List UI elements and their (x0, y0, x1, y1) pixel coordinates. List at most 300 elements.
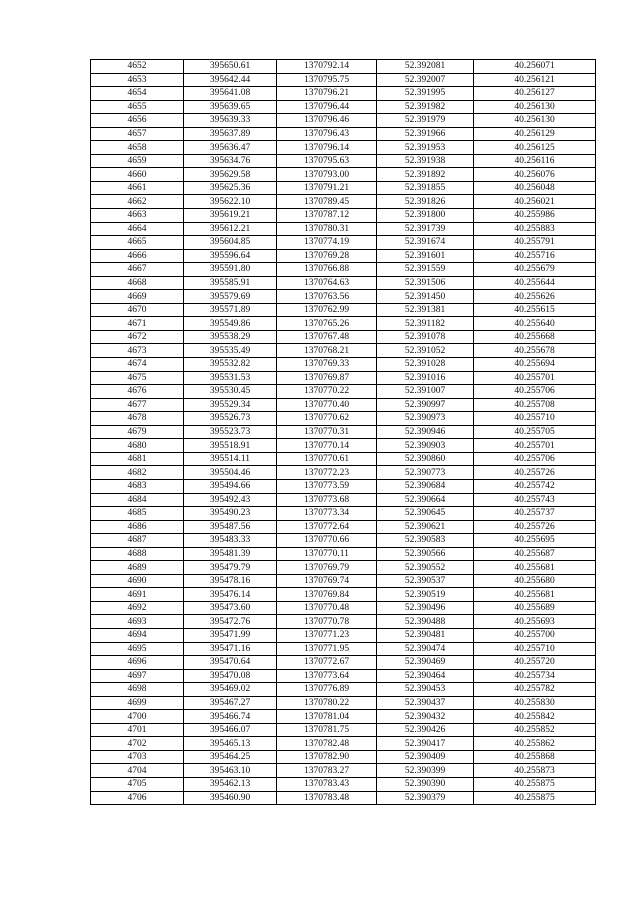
point-number-cell: 4677 (91, 398, 184, 412)
x-coordinate-cell: 395462.13 (184, 777, 277, 791)
table-row (91, 385, 596, 399)
latitude-cell: 52.391739 (377, 222, 474, 236)
table-row (91, 642, 596, 656)
y-coordinate-cell: 1370773.59 (277, 479, 377, 493)
y-coordinate-cell: 1370768.21 (277, 344, 377, 358)
point-number-cell: 4673 (91, 344, 184, 358)
latitude-cell: 52.391953 (377, 141, 474, 155)
longitude-cell: 40.255615 (474, 303, 596, 317)
table-row (91, 547, 596, 561)
longitude-cell: 40.255742 (474, 479, 596, 493)
latitude-cell: 52.390997 (377, 398, 474, 412)
latitude-cell: 52.391182 (377, 317, 474, 331)
longitude-cell: 40.255862 (474, 737, 596, 751)
point-number-cell: 4656 (91, 114, 184, 128)
longitude-cell: 40.255680 (474, 574, 596, 588)
table-row (91, 791, 596, 805)
point-number-cell: 4658 (91, 141, 184, 155)
y-coordinate-cell: 1370770.11 (277, 547, 377, 561)
longitude-cell: 40.255710 (474, 642, 596, 656)
y-coordinate-cell: 1370765.26 (277, 317, 377, 331)
y-coordinate-cell: 1370774.19 (277, 236, 377, 250)
point-number-cell: 4674 (91, 358, 184, 372)
latitude-cell: 52.390621 (377, 520, 474, 534)
point-number-cell: 4687 (91, 534, 184, 548)
longitude-cell: 40.255640 (474, 317, 596, 331)
latitude-cell: 52.391800 (377, 209, 474, 223)
latitude-cell: 52.390684 (377, 479, 474, 493)
latitude-cell: 52.391892 (377, 168, 474, 182)
longitude-cell: 40.255710 (474, 412, 596, 426)
latitude-cell: 52.392007 (377, 73, 474, 87)
longitude-cell: 40.256071 (474, 60, 596, 74)
x-coordinate-cell: 395532.82 (184, 358, 277, 372)
table-row (91, 317, 596, 331)
latitude-cell: 52.390453 (377, 683, 474, 697)
x-coordinate-cell: 395629.58 (184, 168, 277, 182)
y-coordinate-cell: 1370776.89 (277, 683, 377, 697)
x-coordinate-cell: 395471.99 (184, 628, 277, 642)
longitude-cell: 40.255868 (474, 750, 596, 764)
x-coordinate-cell: 395625.36 (184, 181, 277, 195)
table-row (91, 73, 596, 87)
point-number-cell: 4675 (91, 371, 184, 385)
table-row (91, 561, 596, 575)
latitude-cell: 52.390583 (377, 534, 474, 548)
table-row (91, 412, 596, 426)
latitude-cell: 52.390399 (377, 764, 474, 778)
point-number-cell: 4689 (91, 561, 184, 575)
y-coordinate-cell: 1370781.75 (277, 723, 377, 737)
table-row (91, 290, 596, 304)
longitude-cell: 40.255701 (474, 439, 596, 453)
longitude-cell: 40.255679 (474, 263, 596, 277)
point-number-cell: 4696 (91, 656, 184, 670)
latitude-cell: 52.391559 (377, 263, 474, 277)
y-coordinate-cell: 1370792.14 (277, 60, 377, 74)
latitude-cell: 52.390552 (377, 561, 474, 575)
latitude-cell: 52.391674 (377, 236, 474, 250)
table-row (91, 358, 596, 372)
point-number-cell: 4665 (91, 236, 184, 250)
latitude-cell: 52.391450 (377, 290, 474, 304)
longitude-cell: 40.255791 (474, 236, 596, 250)
latitude-cell: 52.390773 (377, 466, 474, 480)
point-number-cell: 4692 (91, 601, 184, 615)
longitude-cell: 40.256048 (474, 181, 596, 195)
x-coordinate-cell: 395514.11 (184, 452, 277, 466)
point-number-cell: 4668 (91, 276, 184, 290)
x-coordinate-cell: 395535.49 (184, 344, 277, 358)
y-coordinate-cell: 1370772.23 (277, 466, 377, 480)
table-row (91, 276, 596, 290)
x-coordinate-cell: 395483.33 (184, 534, 277, 548)
longitude-cell: 40.255852 (474, 723, 596, 737)
longitude-cell: 40.255694 (474, 358, 596, 372)
y-coordinate-cell: 1370773.64 (277, 669, 377, 683)
table-row (91, 398, 596, 412)
y-coordinate-cell: 1370769.84 (277, 588, 377, 602)
latitude-cell: 52.391982 (377, 100, 474, 114)
point-number-cell: 4657 (91, 127, 184, 141)
longitude-cell: 40.255706 (474, 385, 596, 399)
table-row (91, 777, 596, 791)
y-coordinate-cell: 1370773.68 (277, 493, 377, 507)
longitude-cell: 40.256125 (474, 141, 596, 155)
y-coordinate-cell: 1370770.14 (277, 439, 377, 453)
y-coordinate-cell: 1370791.21 (277, 181, 377, 195)
longitude-cell: 40.255668 (474, 330, 596, 344)
point-number-cell: 4684 (91, 493, 184, 507)
table-row (91, 750, 596, 764)
latitude-cell: 52.390432 (377, 710, 474, 724)
longitude-cell: 40.255875 (474, 791, 596, 805)
y-coordinate-cell: 1370795.75 (277, 73, 377, 87)
x-coordinate-cell: 395481.39 (184, 547, 277, 561)
point-number-cell: 4669 (91, 290, 184, 304)
point-number-cell: 4694 (91, 628, 184, 642)
longitude-cell: 40.255726 (474, 466, 596, 480)
y-coordinate-cell: 1370796.43 (277, 127, 377, 141)
y-coordinate-cell: 1370796.21 (277, 87, 377, 101)
y-coordinate-cell: 1370781.04 (277, 710, 377, 724)
y-coordinate-cell: 1370783.27 (277, 764, 377, 778)
point-number-cell: 4671 (91, 317, 184, 331)
table-row (91, 236, 596, 250)
x-coordinate-cell: 395579.69 (184, 290, 277, 304)
y-coordinate-cell: 1370783.48 (277, 791, 377, 805)
point-number-cell: 4653 (91, 73, 184, 87)
point-number-cell: 4659 (91, 154, 184, 168)
point-number-cell: 4691 (91, 588, 184, 602)
y-coordinate-cell: 1370769.28 (277, 249, 377, 263)
longitude-cell: 40.255873 (474, 764, 596, 778)
longitude-cell: 40.256116 (474, 154, 596, 168)
y-coordinate-cell: 1370770.66 (277, 534, 377, 548)
longitude-cell: 40.255708 (474, 398, 596, 412)
x-coordinate-cell: 395639.65 (184, 100, 277, 114)
longitude-cell: 40.256127 (474, 87, 596, 101)
table-row (91, 181, 596, 195)
y-coordinate-cell: 1370770.78 (277, 615, 377, 629)
point-number-cell: 4660 (91, 168, 184, 182)
longitude-cell: 40.256130 (474, 100, 596, 114)
x-coordinate-cell: 395490.23 (184, 507, 277, 521)
point-number-cell: 4690 (91, 574, 184, 588)
longitude-cell: 40.255705 (474, 425, 596, 439)
y-coordinate-cell: 1370769.33 (277, 358, 377, 372)
table-row (91, 87, 596, 101)
table-row (91, 371, 596, 385)
point-number-cell: 4693 (91, 615, 184, 629)
x-coordinate-cell: 395538.29 (184, 330, 277, 344)
latitude-cell: 52.390481 (377, 628, 474, 642)
y-coordinate-cell: 1370771.23 (277, 628, 377, 642)
point-number-cell: 4706 (91, 791, 184, 805)
point-number-cell: 4664 (91, 222, 184, 236)
latitude-cell: 52.391052 (377, 344, 474, 358)
y-coordinate-cell: 1370770.61 (277, 452, 377, 466)
table-row (91, 195, 596, 209)
x-coordinate-cell: 395464.25 (184, 750, 277, 764)
y-coordinate-cell: 1370767.48 (277, 330, 377, 344)
x-coordinate-cell: 395470.08 (184, 669, 277, 683)
latitude-cell: 52.391826 (377, 195, 474, 209)
x-coordinate-cell: 395530.45 (184, 385, 277, 399)
point-number-cell: 4697 (91, 669, 184, 683)
latitude-cell: 52.391855 (377, 181, 474, 195)
y-coordinate-cell: 1370772.67 (277, 656, 377, 670)
longitude-cell: 40.255689 (474, 601, 596, 615)
point-number-cell: 4676 (91, 385, 184, 399)
point-number-cell: 4680 (91, 439, 184, 453)
table-row (91, 330, 596, 344)
coordinates-table (90, 59, 596, 805)
longitude-cell: 40.255678 (474, 344, 596, 358)
table-row (91, 656, 596, 670)
table-row (91, 696, 596, 710)
longitude-cell: 40.255830 (474, 696, 596, 710)
y-coordinate-cell: 1370782.48 (277, 737, 377, 751)
latitude-cell: 52.390488 (377, 615, 474, 629)
x-coordinate-cell: 395612.21 (184, 222, 277, 236)
table-row (91, 588, 596, 602)
latitude-cell: 52.391966 (377, 127, 474, 141)
x-coordinate-cell: 395604.85 (184, 236, 277, 250)
x-coordinate-cell: 395463.10 (184, 764, 277, 778)
point-number-cell: 4672 (91, 330, 184, 344)
latitude-cell: 52.390496 (377, 601, 474, 615)
y-coordinate-cell: 1370793.00 (277, 168, 377, 182)
table-row (91, 723, 596, 737)
latitude-cell: 52.392081 (377, 60, 474, 74)
longitude-cell: 40.255626 (474, 290, 596, 304)
table-row (91, 127, 596, 141)
latitude-cell: 52.391007 (377, 385, 474, 399)
latitude-cell: 52.390860 (377, 452, 474, 466)
longitude-cell: 40.255726 (474, 520, 596, 534)
x-coordinate-cell: 395642.44 (184, 73, 277, 87)
x-coordinate-cell: 395494.66 (184, 479, 277, 493)
y-coordinate-cell: 1370762.99 (277, 303, 377, 317)
y-coordinate-cell: 1370763.56 (277, 290, 377, 304)
y-coordinate-cell: 1370796.44 (277, 100, 377, 114)
point-number-cell: 4698 (91, 683, 184, 697)
x-coordinate-cell: 395467.27 (184, 696, 277, 710)
x-coordinate-cell: 395471.16 (184, 642, 277, 656)
point-number-cell: 4682 (91, 466, 184, 480)
longitude-cell: 40.255720 (474, 656, 596, 670)
y-coordinate-cell: 1370770.48 (277, 601, 377, 615)
x-coordinate-cell: 395591.80 (184, 263, 277, 277)
latitude-cell: 52.390390 (377, 777, 474, 791)
x-coordinate-cell: 395469.02 (184, 683, 277, 697)
x-coordinate-cell: 395466.07 (184, 723, 277, 737)
table-row (91, 710, 596, 724)
table-row (91, 249, 596, 263)
point-number-cell: 4655 (91, 100, 184, 114)
point-number-cell: 4666 (91, 249, 184, 263)
point-number-cell: 4685 (91, 507, 184, 521)
longitude-cell: 40.255782 (474, 683, 596, 697)
x-coordinate-cell: 395650.61 (184, 60, 277, 74)
point-number-cell: 4678 (91, 412, 184, 426)
y-coordinate-cell: 1370787.12 (277, 209, 377, 223)
point-number-cell: 4681 (91, 452, 184, 466)
x-coordinate-cell: 395492.43 (184, 493, 277, 507)
y-coordinate-cell: 1370771.95 (277, 642, 377, 656)
latitude-cell: 52.391078 (377, 330, 474, 344)
point-number-cell: 4704 (91, 764, 184, 778)
table-row (91, 764, 596, 778)
table-row (91, 100, 596, 114)
x-coordinate-cell: 395523.73 (184, 425, 277, 439)
y-coordinate-cell: 1370782.90 (277, 750, 377, 764)
latitude-cell: 52.390474 (377, 642, 474, 656)
latitude-cell: 52.390409 (377, 750, 474, 764)
table-row (91, 114, 596, 128)
latitude-cell: 52.391938 (377, 154, 474, 168)
table-row (91, 168, 596, 182)
longitude-cell: 40.255875 (474, 777, 596, 791)
table-row (91, 601, 596, 615)
table-row (91, 439, 596, 453)
y-coordinate-cell: 1370766.88 (277, 263, 377, 277)
x-coordinate-cell: 395571.89 (184, 303, 277, 317)
y-coordinate-cell: 1370772.64 (277, 520, 377, 534)
point-number-cell: 4695 (91, 642, 184, 656)
longitude-cell: 40.255687 (474, 547, 596, 561)
y-coordinate-cell: 1370773.34 (277, 507, 377, 521)
longitude-cell: 40.255681 (474, 561, 596, 575)
x-coordinate-cell: 395473.60 (184, 601, 277, 615)
longitude-cell: 40.255701 (474, 371, 596, 385)
x-coordinate-cell: 395472.76 (184, 615, 277, 629)
longitude-cell: 40.256076 (474, 168, 596, 182)
table-row (91, 263, 596, 277)
x-coordinate-cell: 395596.64 (184, 249, 277, 263)
latitude-cell: 52.390519 (377, 588, 474, 602)
latitude-cell: 52.390426 (377, 723, 474, 737)
longitude-cell: 40.255681 (474, 588, 596, 602)
x-coordinate-cell: 395478.16 (184, 574, 277, 588)
point-number-cell: 4703 (91, 750, 184, 764)
point-number-cell: 4688 (91, 547, 184, 561)
coordinates-table-body (91, 60, 596, 805)
longitude-cell: 40.255883 (474, 222, 596, 236)
x-coordinate-cell: 395487.56 (184, 520, 277, 534)
latitude-cell: 52.390437 (377, 696, 474, 710)
table-row (91, 520, 596, 534)
x-coordinate-cell: 395504.46 (184, 466, 277, 480)
longitude-cell: 40.255734 (474, 669, 596, 683)
point-number-cell: 4679 (91, 425, 184, 439)
point-number-cell: 4663 (91, 209, 184, 223)
longitude-cell: 40.256121 (474, 73, 596, 87)
longitude-cell: 40.256129 (474, 127, 596, 141)
longitude-cell: 40.255743 (474, 493, 596, 507)
table-row (91, 683, 596, 697)
latitude-cell: 52.390417 (377, 737, 474, 751)
x-coordinate-cell: 395641.08 (184, 87, 277, 101)
point-number-cell: 4652 (91, 60, 184, 74)
x-coordinate-cell: 395637.89 (184, 127, 277, 141)
point-number-cell: 4654 (91, 87, 184, 101)
x-coordinate-cell: 395529.34 (184, 398, 277, 412)
latitude-cell: 52.391601 (377, 249, 474, 263)
table-row (91, 615, 596, 629)
point-number-cell: 4700 (91, 710, 184, 724)
y-coordinate-cell: 1370769.87 (277, 371, 377, 385)
x-coordinate-cell: 395466.74 (184, 710, 277, 724)
table-row (91, 669, 596, 683)
latitude-cell: 52.391381 (377, 303, 474, 317)
x-coordinate-cell: 395585.91 (184, 276, 277, 290)
y-coordinate-cell: 1370770.40 (277, 398, 377, 412)
longitude-cell: 40.255706 (474, 452, 596, 466)
point-number-cell: 4705 (91, 777, 184, 791)
y-coordinate-cell: 1370780.22 (277, 696, 377, 710)
y-coordinate-cell: 1370780.31 (277, 222, 377, 236)
table-row (91, 574, 596, 588)
longitude-cell: 40.255986 (474, 209, 596, 223)
y-coordinate-cell: 1370796.46 (277, 114, 377, 128)
table-row (91, 141, 596, 155)
point-number-cell: 4667 (91, 263, 184, 277)
table-row (91, 452, 596, 466)
x-coordinate-cell: 395526.73 (184, 412, 277, 426)
latitude-cell: 52.390903 (377, 439, 474, 453)
y-coordinate-cell: 1370795.63 (277, 154, 377, 168)
table-row (91, 534, 596, 548)
point-number-cell: 4683 (91, 479, 184, 493)
x-coordinate-cell: 395460.90 (184, 791, 277, 805)
y-coordinate-cell: 1370764.63 (277, 276, 377, 290)
latitude-cell: 52.391979 (377, 114, 474, 128)
y-coordinate-cell: 1370770.22 (277, 385, 377, 399)
x-coordinate-cell: 395622.10 (184, 195, 277, 209)
latitude-cell: 52.391028 (377, 358, 474, 372)
point-number-cell: 4699 (91, 696, 184, 710)
y-coordinate-cell: 1370796.14 (277, 141, 377, 155)
table-row (91, 425, 596, 439)
point-number-cell: 4686 (91, 520, 184, 534)
longitude-cell: 40.255716 (474, 249, 596, 263)
table-row (91, 493, 596, 507)
latitude-cell: 52.390469 (377, 656, 474, 670)
table-row (91, 303, 596, 317)
longitude-cell: 40.255842 (474, 710, 596, 724)
x-coordinate-cell: 395619.21 (184, 209, 277, 223)
x-coordinate-cell: 395470.64 (184, 656, 277, 670)
y-coordinate-cell: 1370783.43 (277, 777, 377, 791)
point-number-cell: 4662 (91, 195, 184, 209)
latitude-cell: 52.391506 (377, 276, 474, 290)
y-coordinate-cell: 1370769.74 (277, 574, 377, 588)
latitude-cell: 52.390566 (377, 547, 474, 561)
table-row (91, 209, 596, 223)
table-row (91, 737, 596, 751)
table-row (91, 628, 596, 642)
longitude-cell: 40.256021 (474, 195, 596, 209)
table-row (91, 507, 596, 521)
x-coordinate-cell: 395531.53 (184, 371, 277, 385)
latitude-cell: 52.390645 (377, 507, 474, 521)
latitude-cell: 52.390946 (377, 425, 474, 439)
latitude-cell: 52.390379 (377, 791, 474, 805)
table-row (91, 479, 596, 493)
x-coordinate-cell: 395465.13 (184, 737, 277, 751)
